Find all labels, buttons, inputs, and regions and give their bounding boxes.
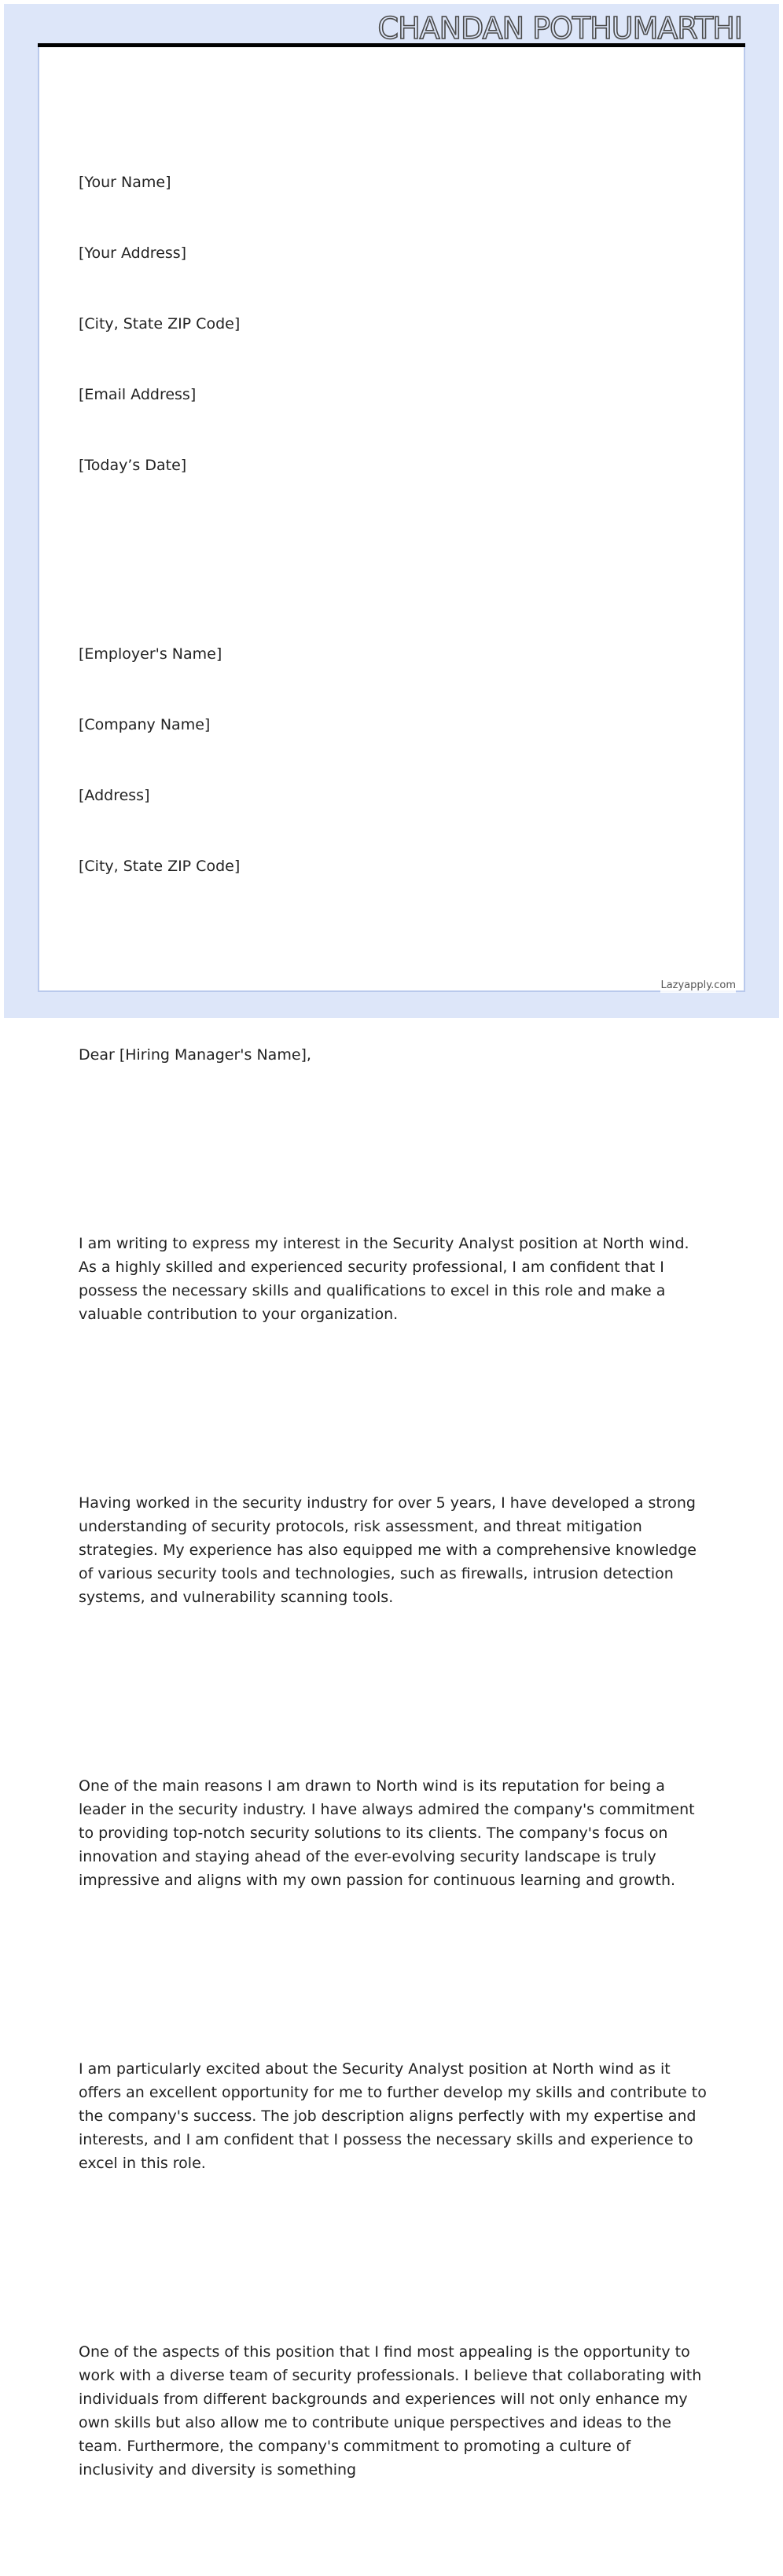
body-paragraph: I am writing to express my interest in the Security Analyst position at North wind. As a highly skilled and experienced security professional, I am confident that I possess the necessary skills and qualifications to excel in this role and make a valuable contribution to your organization. (79, 1235, 694, 1323)
salutation-block (79, 996, 708, 1114)
recipient-line: [City, State ZIP Code] (79, 858, 241, 875)
paragraph-block (79, 2293, 708, 2529)
sender-line: [Your Address] (79, 244, 187, 262)
recipient-line: [Company Name] (79, 716, 211, 733)
paragraph-block (79, 1185, 708, 1373)
recipient-line: [Address] (79, 787, 150, 804)
salutation: Dear [Hiring Manager's Name], (79, 1046, 311, 1064)
body-paragraph: I am particularly excited about the Security Analyst position at North wind as it offers an excellent opportunity for me to further develop my skills and contribute to the company's success. The job description aligns perfectly with my expertise and interests, and I am confident that I possess the necessary skills and experience to excel in this role. (79, 2060, 711, 2172)
candidate-name: CHANDAN POTHUMARTHI (377, 11, 742, 46)
body-paragraph: One of the main reasons I am drawn to North wind is its reputation for being a leader in the security industry. I have always admired the company's commitment to providing top-notch security solutions to its clients. The company's focus on innovation and staying ahead of the ever-evolving security landscape is truly impressive and aligns with my own passion for continuous learning and growth. (79, 1777, 700, 1889)
paragraph-block (79, 2010, 711, 2222)
cover-letter-body (79, 76, 711, 2576)
sender-line: [Your Name] (79, 174, 171, 191)
sender-line: [Today’s Date] (79, 457, 187, 474)
paragraph-block (79, 1444, 708, 1656)
body-paragraph: One of the aspects of this position that I find most appealing is the opportunity to work with a diverse team of security professionals. I believe that collaborating with individuals from different backgrounds and experiences will not only enhance my own skills but also allow me to contribute unique perspectives and ideas to the team. Furthermore, the company's commitment to promoting a culture of inclusivity and diversity is something (79, 2343, 707, 2479)
sender-line: [City, State ZIP Code] (79, 315, 241, 333)
sender-line: [Email Address] (79, 386, 197, 403)
watermark-link[interactable]: Lazyapply.com (660, 979, 736, 991)
sender-address-block (79, 123, 708, 524)
body-paragraph: Having worked in the security industry for over 5 years, I have developed a strong understanding of security protocols, risk assessment, and threat mitigation strategies. My experience has also equipped me with a comprehensive knowledge of various security tools and technologies, such as firewalls, intrusion detection systems, and vulnerability scanning tools. (79, 1494, 702, 1606)
paragraph-block (79, 1727, 708, 1939)
recipient-address-block (79, 595, 708, 925)
recipient-line: [Employer's Name] (79, 645, 222, 663)
